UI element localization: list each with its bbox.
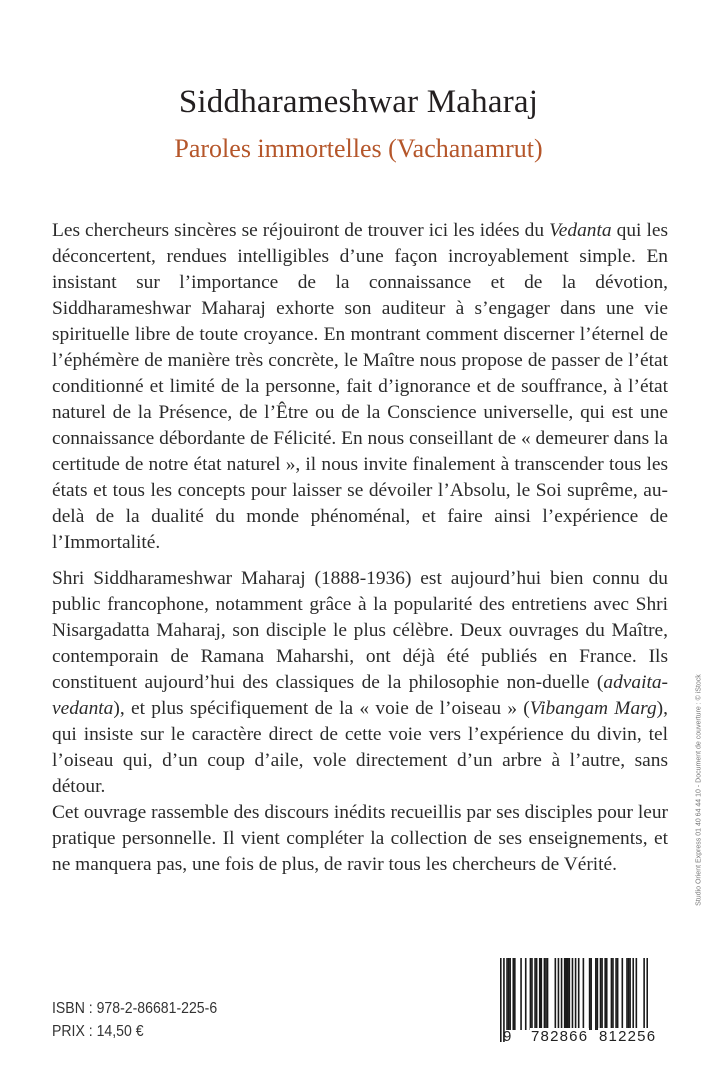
price: PRIX : 14,50 €: [52, 1023, 144, 1040]
barcode-bar: [531, 958, 533, 1030]
barcode-bar: [632, 958, 634, 1030]
text-run: Les chercheurs sincères se réjouiront de trouver ici les idées du: [52, 220, 550, 241]
barcode-bar: [601, 958, 603, 1030]
italic-term: advaita-vedanta: [52, 672, 668, 719]
barcode-bar: [612, 958, 614, 1030]
barcode-bar: [547, 958, 549, 1030]
back-cover-blurb: [52, 218, 668, 878]
blurb-paragraph-1: [52, 218, 668, 556]
barcode-bar: [606, 958, 608, 1030]
barcode-bar: [595, 958, 597, 1030]
blurb-paragraph-2: [52, 566, 668, 800]
barcode-bar: [622, 958, 624, 1030]
barcode-bar: [508, 958, 510, 1030]
book-title: Paroles immortelles (Vachanamrut): [174, 134, 543, 163]
barcode-bar: [534, 958, 536, 1030]
barcode-bar: [611, 958, 613, 1030]
barcode-bar: [500, 958, 502, 1042]
barcode-bar: [629, 958, 631, 1030]
barcode-bar: [525, 958, 527, 1030]
barcode-bar: [597, 958, 599, 1030]
barcode-bar: [589, 958, 591, 1030]
barcode-bar: [567, 958, 569, 1030]
barcode-bar: [561, 958, 563, 1030]
barcode-digit-first: 9: [503, 1028, 513, 1045]
barcode-bar: [539, 958, 541, 1030]
isbn: ISBN : 978-2-86681-225-6: [52, 1000, 218, 1017]
barcode-bar: [626, 958, 628, 1030]
barcode-bar: [569, 958, 571, 1030]
barcode-bar: [636, 958, 638, 1030]
cover-credit: Studio Orient Express 01 40 64 44 10 - Document de couverture : © iStock: [695, 674, 703, 906]
italic-term: Vedanta: [549, 220, 612, 241]
text-run: qui les déconcertent, rendues intelligibles d’une façon incroyablement simple. En insistant sur l’importance de la connaissance et de la dévotion, Siddharameshwar Maharaj exhorte son auditeur à s’engager dans une vie spirituelle libre de toute croyance. En montrant comment discerner l’éternel de l’éphémère de manière très concrète, le Maître nous propose de passer de l’état conditionné et limité de la personne, fait d’ignorance et de souffrance, à l’état naturel de la Présence, de l’Être ou de la Conscience universelle, qui est une connaissance débordante de Félicité. En nous conseillant de « demeurer dans la certitude de notre état naturel », il nous invite finalement à transcender tous les états et tous les concepts pour laisser se dévoiler l’Absolu, le Soi suprême, au-delà de la dualité du monde phénoménal, et faire ainsi l’expérience de l’Immortalité.: [52, 220, 669, 553]
barcode-bar: [544, 958, 546, 1030]
barcode-bar: [530, 958, 532, 1030]
barcode-bar: [578, 958, 580, 1030]
italic-term: Vibangam Marg: [529, 698, 657, 719]
barcode-bar: [512, 958, 514, 1030]
barcode-bar: [536, 958, 538, 1030]
text-run: ), et plus spécifiquement de la « voie de l’oiseau » (: [113, 698, 530, 719]
barcode-bar: [628, 958, 630, 1030]
barcode-bar: [564, 958, 566, 1030]
barcode-bar: [583, 958, 585, 1030]
barcode-bar: [600, 958, 602, 1030]
barcode-bar: [615, 958, 617, 1030]
barcode-bar: [541, 958, 543, 1030]
barcode-bar: [545, 958, 547, 1030]
barcode-bar: [509, 958, 511, 1030]
blurb-paragraph-3: Cet ouvrage rassemble des discours inédits recueillis par ses disciples pour leur pratique personnelle. Il vient compléter la collection de ses enseignements, et ne manquera pas, une fois de plus, de ravir tous les chercheurs de Vérité.: [52, 802, 668, 875]
text-run: Shri Siddharameshwar Maharaj (1888-1936) est aujourd’hui bien connu du public francophone, notamment grâce à la popularité des entretiens avec Shri Nisargadatta Maharaj, son disciple le plus célèbre. Deux ouvrages du Maître, contemporain de Ramana Maharshi, ont déjà été publiés en France. Ils constituent aujourd’hui des classiques de la philosophie non-duelle (: [52, 568, 668, 693]
barcode-bar: [590, 958, 592, 1030]
barcode-bar: [617, 958, 619, 1030]
barcode-bar: [604, 958, 606, 1030]
barcode-digits-group-2: 812256: [599, 1028, 657, 1045]
text-run: ), qui insiste sur le caractère direct de cette voie vers l’expérience du divin, tel l’oiseau qui, d’un coup d’aile, vole directement d’un arbre à l’autre, sans détour.: [52, 698, 668, 797]
barcode-bar: [558, 958, 560, 1030]
barcode-bar: [565, 958, 567, 1030]
book-author: Siddharameshwar Maharaj: [178, 84, 539, 120]
barcode-bar: [514, 958, 516, 1030]
barcode-bar: [555, 958, 557, 1030]
barcode-bar: [506, 958, 508, 1030]
barcode-bar: [520, 958, 522, 1030]
barcode-digits-group-1: 782866: [531, 1028, 589, 1045]
